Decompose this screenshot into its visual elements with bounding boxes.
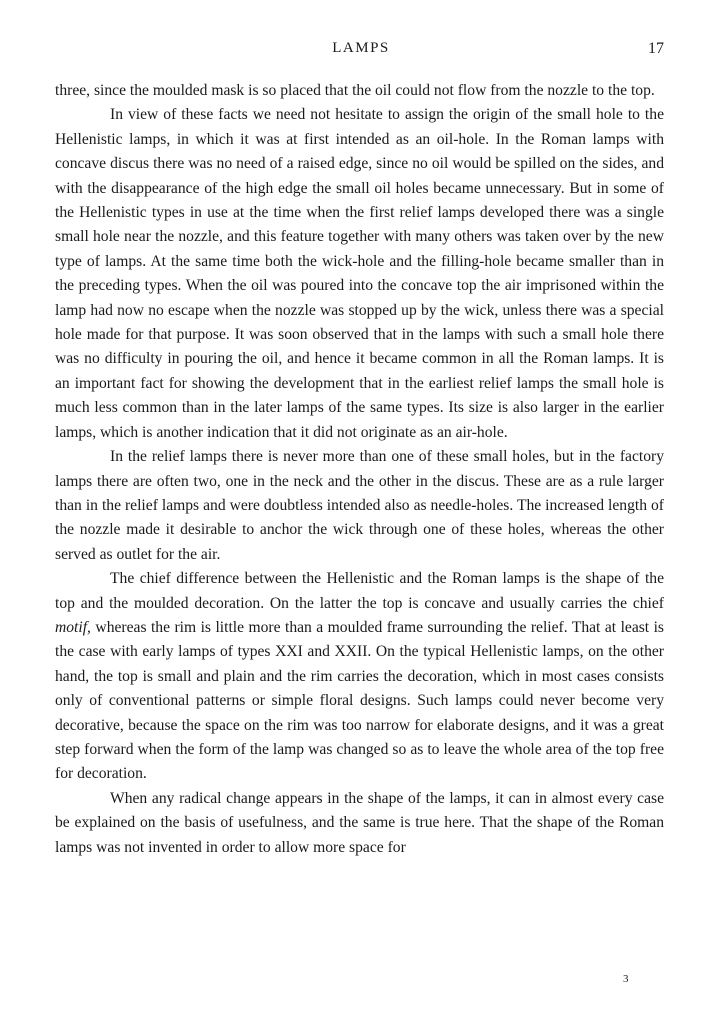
- motif-italic: motif,: [55, 618, 91, 636]
- page-number: 17: [648, 40, 664, 57]
- paragraph-1: three, since the moulded mask is so placed that the oil could not flow from the nozzle to the top.: [55, 82, 655, 99]
- running-title: LAMPS: [332, 40, 390, 56]
- running-head: [0, 40, 722, 64]
- signature-mark: 3: [623, 973, 629, 985]
- paragraph-4-text-before: The chief difference between the Hellenistic and the Roman lamps is the shape of the top and the moulded decoration. On the latter the top is concave and usually carries the chief: [55, 570, 664, 612]
- paragraph-3: In the relief lamps there is never more than one of these small holes, but in the factory lamps there are often two, one in the neck and the other in the discus. These are as a rule larger than in the relief lamps and were doubtless intended also as needle-holes. The increased length of the nozzle made it desirable to anchor the wick through one of these holes, whereas the other served as outlet for the air.: [55, 448, 664, 563]
- paragraph-2: In view of these facts we need not hesitate to assign the origin of the small hole to the Hellenistic lamps, in which it was at first intended as an oil-hole. In the Roman lamps with concave discus there was no need of a raised edge, since no oil would be spilled on the sides, and with the disappearance of the high edge the small oil holes became unnecessary. But in some of the Hellenistic types in use at the time when the first relief lamps developed there was a single small hole near the nozzle, and this feature together with many others was taken over by the new type of lamps. At the same time both the wick-hole and the filling-hole became smaller than in the preceding types. When the oil was poured into the concave top the air imprisoned within the lamp had now no escape when the nozzle was stopped up by the wick, unless there was a special hole made for that purpose. It was soon observed that in the lamps with such a small hole there was no difficulty in pouring the oil, and hence it became common in all the Roman lamps. It is an important fact for showing the development that in the earliest relief lamps the small hole is much less common than in the later lamps of the same types. Its size is also larger in the earlier lamps, which is another indication that it did not originate as an air-hole.: [55, 106, 664, 441]
- paragraph-4: [55, 567, 664, 787]
- paragraph-5: When any radical change appears in the shape of the lamps, it can in almost every case be explained on the basis of usefulness, and the same is true here. That the shape of the Roman lamps was not invented in order to allow more space for: [55, 789, 664, 856]
- body-text: [55, 79, 664, 860]
- paragraph-4-text-after: whereas the rim is little more than a moulded frame surrounding the relief. That at least is the case with early lamps of types XXI and XXII. On the typical Hellenistic lamps, on the other hand, the top is small and plain and the rim carries the decoration, which in most cases consists only of conventional patterns or simple floral designs. Such lamps could never become very decorative, because the space on the rim was too narrow for elaborate designs, and it was a great step forward when the form of the lamp was changed so as to leave the whole area of the top free for decoration.: [55, 618, 664, 783]
